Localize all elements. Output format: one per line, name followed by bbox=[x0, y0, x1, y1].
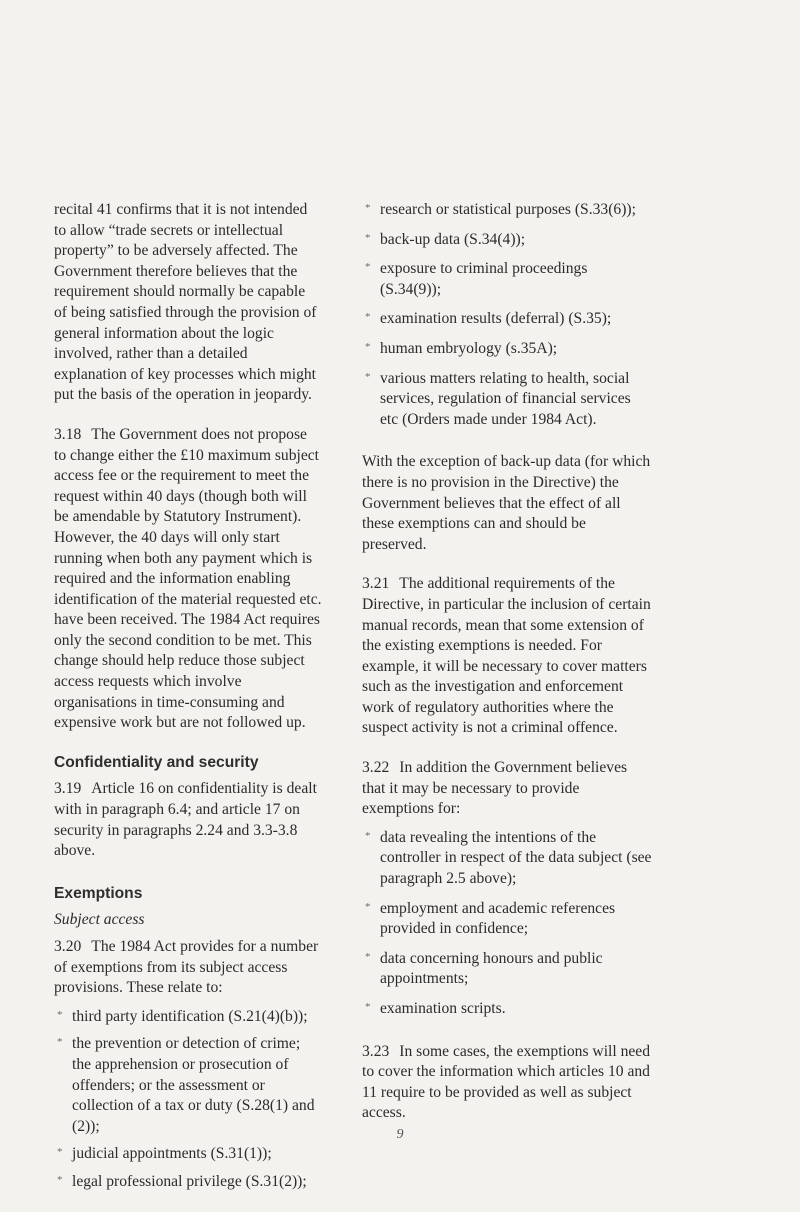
paragraph-text: The 1984 Act provides for a number of exemptions from its subject access provisions. These relate to: bbox=[54, 938, 319, 997]
list-item: * examination scripts. bbox=[362, 999, 652, 1020]
bullet-star-icon: * bbox=[57, 1036, 63, 1049]
additional-exemptions-list bbox=[362, 828, 652, 1020]
paragraph-text: In addition the Government believes that it may be necessary to provide exemptions for: bbox=[362, 759, 628, 818]
list-item: * data concerning honours and public appointments; bbox=[362, 949, 652, 990]
bullet-star-icon: * bbox=[57, 1008, 63, 1021]
paragraph-3-18 bbox=[54, 425, 322, 734]
paragraph-backup: With the exception of back-up data (for which there is no provision in the Directive) the Government believes that the effect of all these exemptions can and should be preserved. bbox=[362, 453, 651, 553]
paragraph-number: 3.21 bbox=[362, 575, 390, 593]
heading-exemptions: Exemptions bbox=[54, 884, 143, 902]
bullet-star-icon: * bbox=[365, 829, 371, 842]
paragraph-number: 3.20 bbox=[54, 938, 82, 955]
list-item: * back-up data (S.34(4)); bbox=[362, 230, 652, 251]
bullet-star-icon: * bbox=[57, 1146, 63, 1159]
paragraph-number: 3.22 bbox=[362, 759, 390, 777]
list-item: * examination results (deferral) (S.35); bbox=[362, 309, 652, 330]
paragraph-intro: recital 41 confirms that it is not intended to allow “trade secrets or intellectual property” to be adversely affected. The Government therefore believes that the requirement should normally be capable of being satisfied through the provision of general information about the logic involved, rather than a detailed explanation of key processes which might put the basis of the operation in jeopardy. bbox=[54, 201, 317, 404]
paragraph-number: 3.18 bbox=[54, 425, 82, 443]
list-item: * legal professional privilege (S.31(2)); bbox=[54, 1172, 322, 1193]
list-item: * research or statistical purposes (S.33(6)); bbox=[362, 200, 652, 221]
heading-confidentiality: Confidentiality and security bbox=[54, 753, 259, 771]
paragraph-text: Article 16 on confidentiality is dealt with in paragraph 6.4; and article 17 on security in paragraphs 2.24 and 3.3-3.8 above. bbox=[54, 780, 317, 860]
paragraph-text: The Government does not propose to change either the £10 maximum subject access fee or the requirement to meet the request within 40 days (though both will be amendable by Statutory Instrument). However, the 40 days will only start running when both any payment which is required and the information enabling identification of the material requested etc. have been received. The 1984 Act requires only the second condition to be met. This change should help reduce those subject access requests which involve organisations in time-consuming and expensive work but are not followed up. bbox=[54, 425, 322, 732]
list-item: * various matters relating to health, social services, regulation of financial services etc (Orders made under 1984 Act). bbox=[362, 369, 652, 431]
bullet-star-icon: * bbox=[365, 900, 371, 913]
right-column bbox=[362, 200, 652, 1143]
bullet-star-icon: * bbox=[365, 1001, 371, 1013]
bullet-star-icon: * bbox=[365, 202, 371, 214]
exemptions-list-right bbox=[362, 200, 652, 430]
bullet-star-icon: * bbox=[365, 340, 371, 353]
subheading-subject-access: Subject access bbox=[54, 911, 145, 929]
bullet-star-icon: * bbox=[365, 311, 371, 324]
list-item: * human embryology (s.35A); bbox=[362, 339, 652, 360]
bullet-star-icon: * bbox=[57, 1173, 63, 1186]
bullet-star-icon: * bbox=[365, 370, 371, 383]
list-item: * exposure to criminal proceedings (S.34(9)); bbox=[362, 259, 652, 300]
exemptions-list-left bbox=[54, 1007, 322, 1193]
paragraph-3-21 bbox=[362, 574, 652, 739]
left-column bbox=[54, 200, 322, 1212]
bullet-star-icon: * bbox=[365, 950, 371, 963]
list-item: * third party identification (S.21(4)(b)); bbox=[54, 1007, 322, 1028]
paragraph-3-22 bbox=[362, 758, 652, 820]
paragraph-3-20 bbox=[54, 937, 322, 999]
list-item: * employment and academic references provided in confidence; bbox=[362, 899, 652, 940]
paragraph-text: In some cases, the exemptions will need to cover the information which articles 10 and 11 require to be provided as well as subject access. bbox=[362, 1042, 651, 1122]
paragraph-3-23 bbox=[362, 1042, 652, 1124]
page-number: 9 bbox=[396, 1127, 404, 1142]
list-item: * judicial appointments (S.31(1)); bbox=[54, 1144, 322, 1165]
bullet-star-icon: * bbox=[365, 261, 371, 274]
bullet-star-icon: * bbox=[365, 231, 371, 244]
paragraph-3-19 bbox=[54, 779, 322, 861]
paragraph-number: 3.19 bbox=[54, 780, 82, 798]
list-item: * data revealing the intentions of the controller in respect of the data subject (see paragraph 2.5 above); bbox=[362, 828, 652, 890]
list-item: * the prevention or detection of crime; the apprehension or prosecution of offenders; or the assessment or collection of a tax or duty (S.28(1) and (2)); bbox=[54, 1034, 322, 1137]
paragraph-text: The additional requirements of the Directive, in particular the inclusion of certain manual records, mean that some extension of the existing exemptions is needed. For example, it will be necessary to cover matters such as the investigation and enforcement work of regulatory authorities where the suspect activity is not a criminal offence. bbox=[362, 575, 651, 737]
paragraph-number: 3.23 bbox=[362, 1042, 390, 1060]
